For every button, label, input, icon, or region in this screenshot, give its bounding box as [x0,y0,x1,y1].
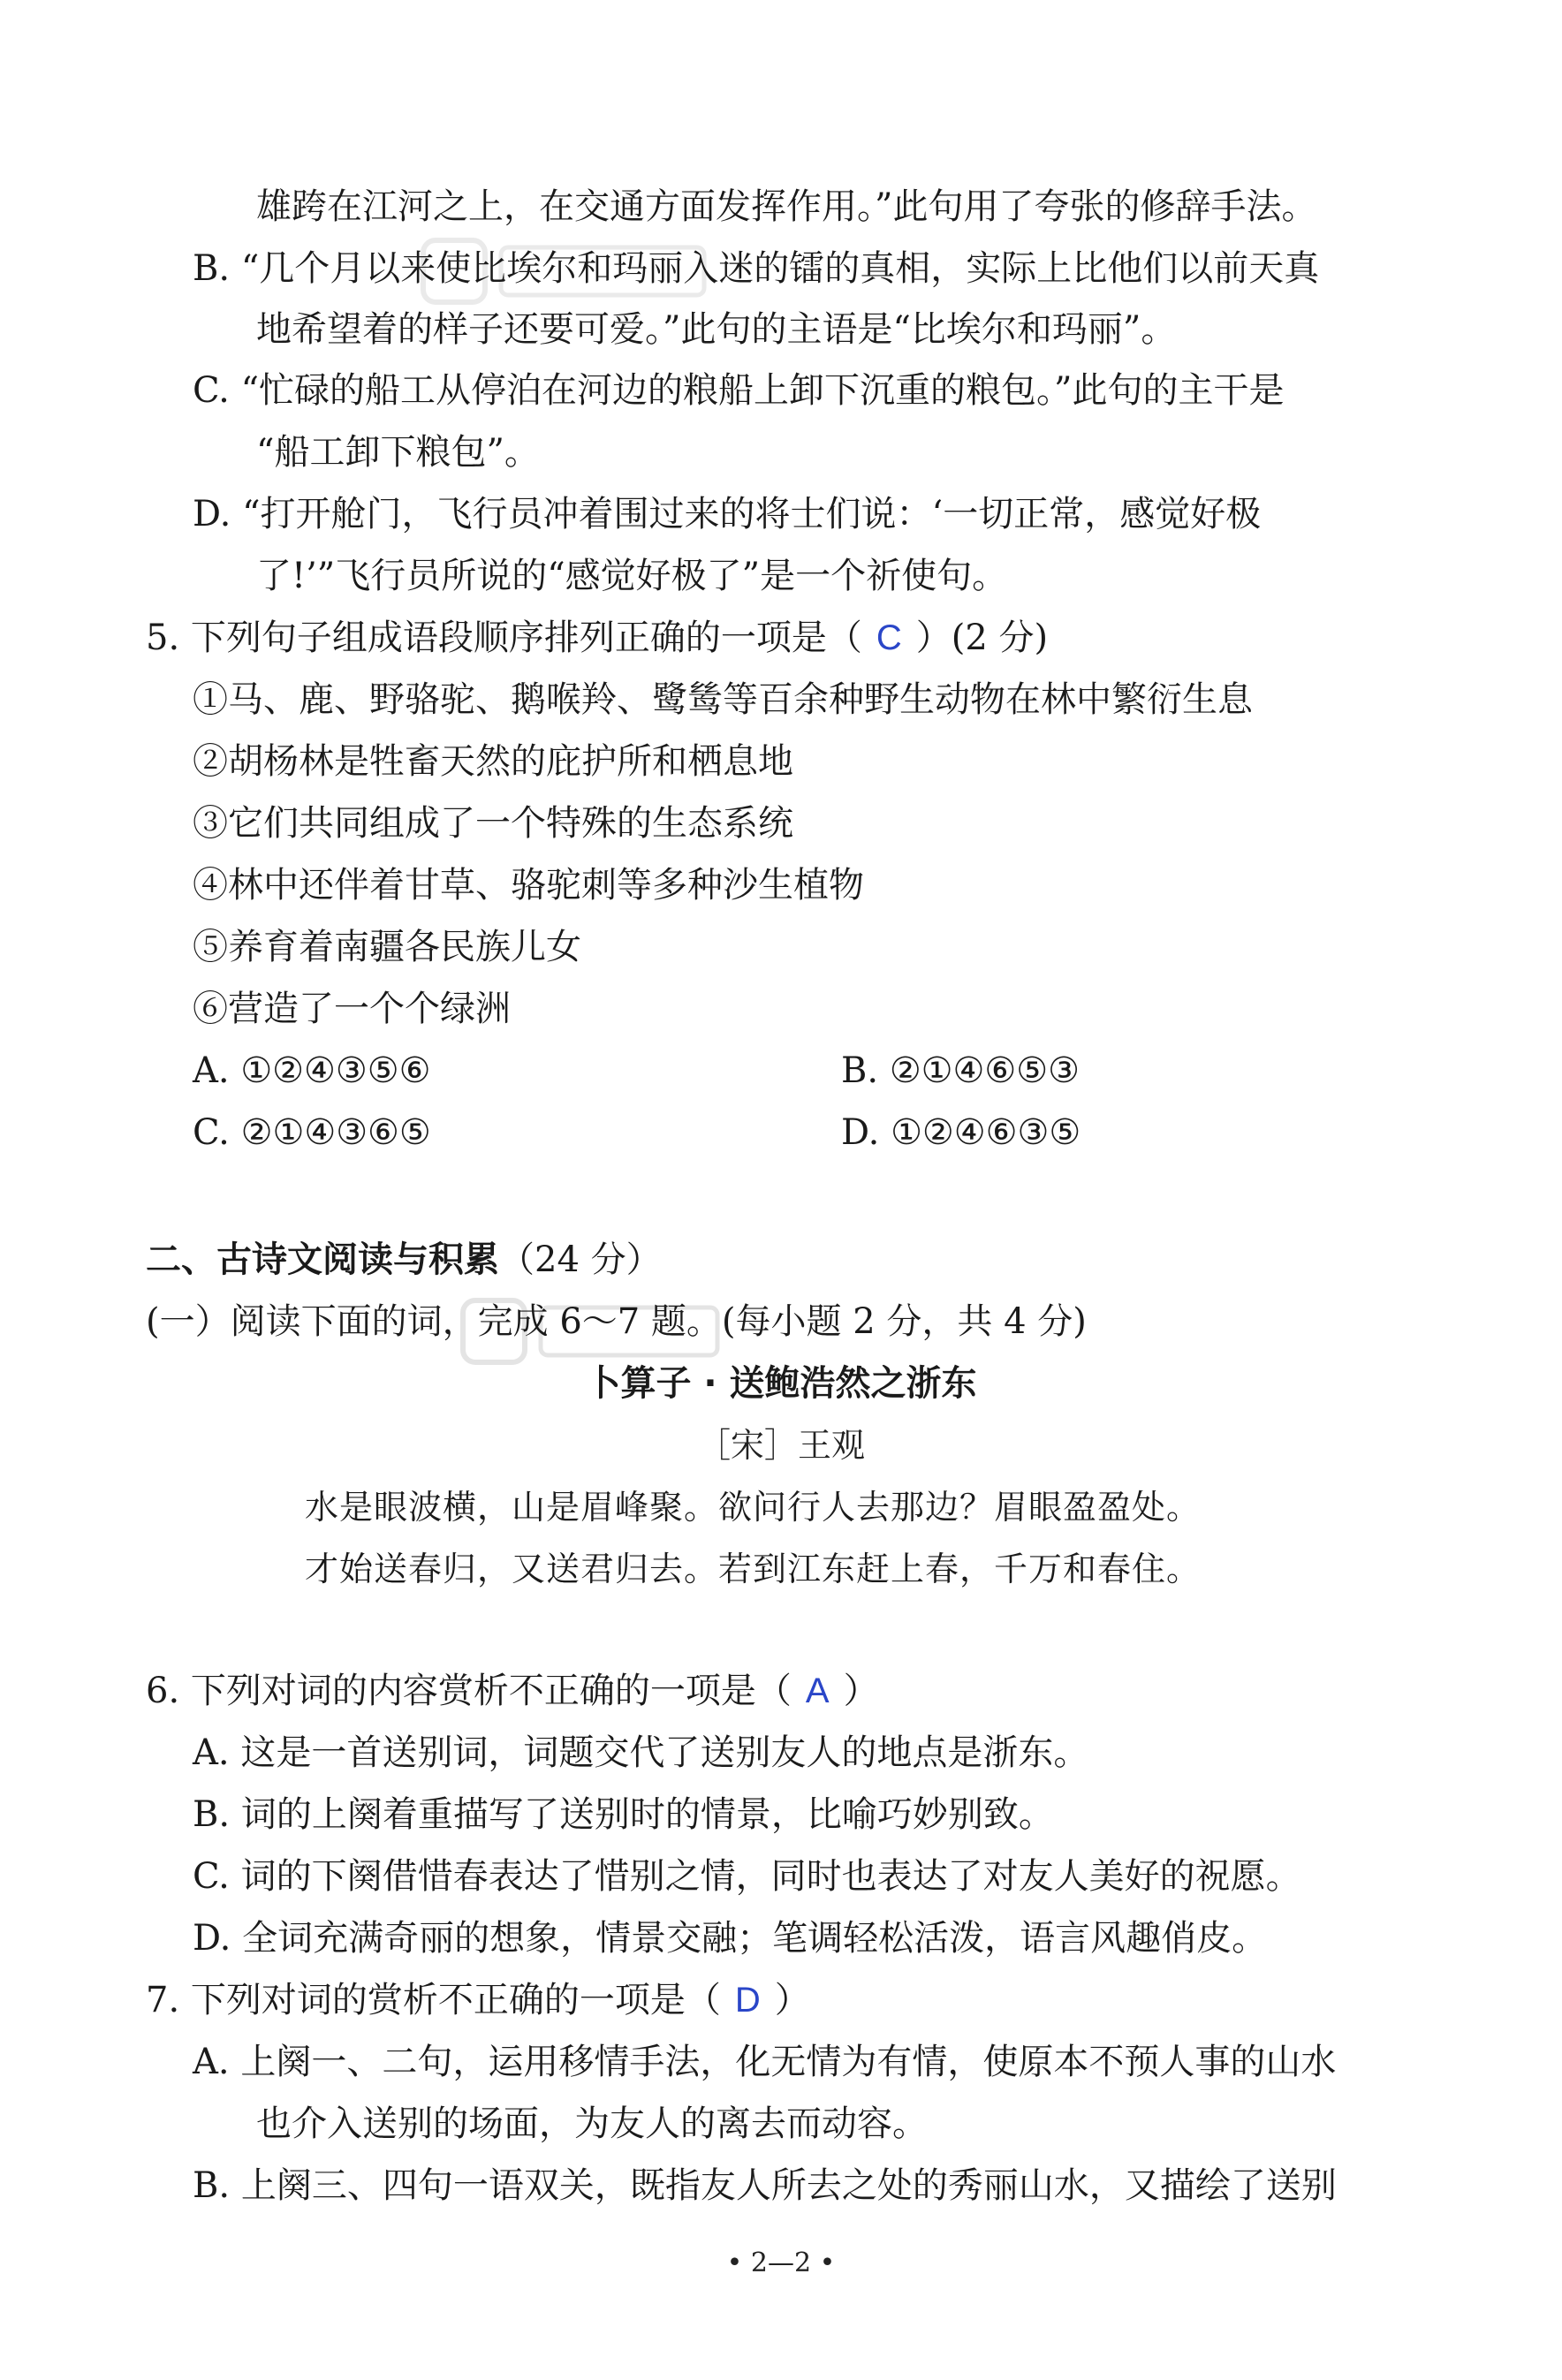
q6-option-c: C. 词的下阕借惜春表达了惜别之情，同时也表达了对友人美好的祝愿。 [193,1856,1301,1897]
q6-option-a: A. 这是一首送别词，词题交代了送别友人的地点是浙东。 [193,1732,1089,1773]
q6-option-b: B. 词的上阕着重描写了送别时的情景，比喻巧妙别致。 [193,1794,1054,1835]
q5-sentence-1: ①马、鹿、野骆驼、鹅喉羚、鹭鸶等百余种野生动物在林中繁衍生息 [193,679,1253,720]
q4-option-c-line1: C. “忙碌的船工从停泊在河边的粮船上卸下沉重的粮包。”此句的主干是 [193,370,1285,411]
q5-stem-prefix: 5. 下列句子组成语段顺序排列正确的一项是（ [146,618,862,658]
q7-stem-prefix: 7. 下列对词的赏析不正确的一项是（ [146,1980,721,2020]
q5-stem [146,617,1048,659]
poem-line-2: 才始送春归，又送君归去。若到江东赶上春，千万和春住。 [305,1550,1202,1588]
q5-sentence-6: ⑥营造了一个个绿洲 [193,989,511,1029]
q7-option-a-line2: 也介入送别的场面，为友人的离去而动容。 [256,2103,928,2144]
q4-option-d-line1: D. “打开舱门，飞行员冲着围过来的将士们说：‘一切正常，感觉好极 [193,494,1262,534]
q6-stem-suffix: ） [843,1671,879,1711]
q6-stem-prefix: 6. 下列对词的内容赏析不正确的一项是（ [146,1671,792,1711]
q5-answer: C [876,618,902,657]
q5-option-a: A. ①②④③⑤⑥ [193,1050,431,1091]
q5-sentence-4: ④林中还伴着甘草、骆驼刺等多种沙生植物 [193,865,864,906]
section-score: （24 分） [499,1239,662,1280]
q5-sentence-3: ③它们共同组成了一个特殊的生态系统 [193,803,793,844]
q5-stem-suffix: ）(2 分) [915,618,1049,658]
q4-option-b-line1: B. “几个月以来使比埃尔和玛丽入迷的镭的真相，实际上比他们以前天真 [193,248,1320,289]
q4-option-a-continuation: 雄跨在江河之上，在交通方面发挥作用。”此句用了夸张的修辞手法。 [256,186,1317,227]
q7-option-a-line1: A. 上阕一、二句，运用移情手法，化无情为有情，使原本不预人事的山水 [193,2042,1337,2082]
q5-sentence-5: ⑤养育着南疆各民族儿女 [193,927,581,967]
page-number: • 2—2 • [726,2247,836,2278]
q5-option-b: B. ②①④⑥⑤③ [841,1050,1080,1091]
q5-option-c: C. ②①④③⑥⑤ [193,1112,431,1153]
q5-option-d: D. ①②④⑥③⑤ [841,1112,1081,1153]
q7-option-b-line1: B. 上阕三、四句一语双关，既指友人所去之处的秀丽山水，又描绘了送别 [193,2165,1337,2206]
q6-option-d: D. 全词充满奇丽的想象，情景交融；笔调轻松活泼，语言风趣俏皮。 [193,1918,1268,1959]
q7-answer: D [734,1981,761,2020]
q6-stem [146,1670,879,1712]
q5-sentence-2: ②胡杨林是牲畜天然的庇护所和栖息地 [193,741,793,782]
poem-line-1: 水是眼波横，山是眉峰聚。欲问行人去那边？眉眼盈盈处。 [305,1488,1202,1527]
subsection-instruction: (一）阅读下面的词，完成 6～7 题。(每小题 2 分，共 4 分) [146,1301,1087,1342]
section-title: 二、古诗文阅读与积累 [146,1239,499,1280]
q6-answer: A [805,1671,830,1710]
q7-stem [146,1979,810,2021]
poem-author: ［宋］王观 [696,1426,865,1465]
q4-option-d-line2: 了!’”飞行员所说的“感觉好极了”是一个祈使句。 [256,556,1008,596]
q4-option-c-line2: “船工卸下粮包”。 [256,432,540,473]
q7-stem-suffix: ） [774,1980,810,2020]
q4-option-b-line2: 地希望着的样子还要可爱。”此句的主语是“比埃尔和玛丽”。 [256,309,1177,350]
section-heading [146,1239,662,1281]
poem-title: 卜算子 · 送鲍浩然之浙东 [585,1363,977,1404]
